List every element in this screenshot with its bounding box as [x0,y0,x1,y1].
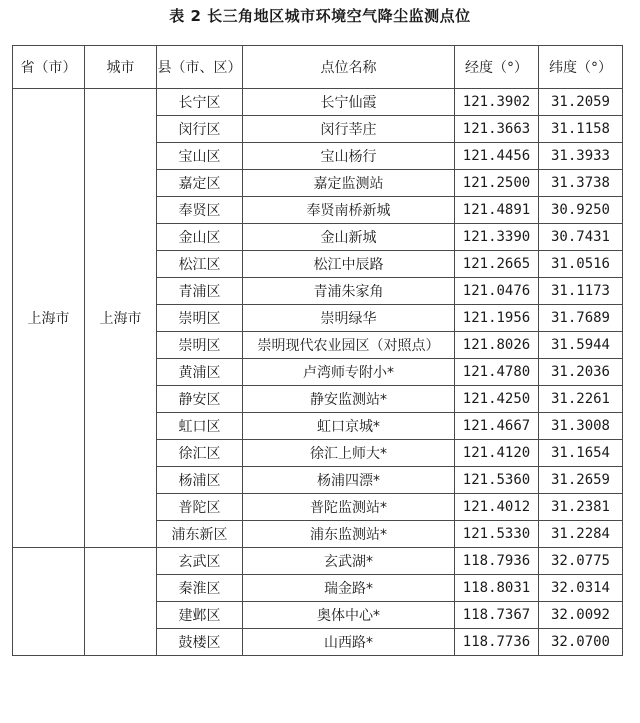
longitude-cell: 121.5330 [455,521,539,548]
county-cell: 秦淮区 [157,575,243,602]
site-name-cell: 卢湾师专附小* [243,359,455,386]
county-cell: 黄浦区 [157,359,243,386]
header-county: 县（市、区） [157,46,243,89]
longitude-cell: 121.4012 [455,494,539,521]
latitude-cell: 32.0314 [539,575,623,602]
city-cell: 上海市 [85,89,157,548]
county-cell: 虹口区 [157,413,243,440]
county-cell: 崇明区 [157,305,243,332]
longitude-cell: 118.7367 [455,602,539,629]
longitude-cell: 121.3663 [455,116,539,143]
longitude-cell: 118.7936 [455,548,539,575]
site-name-cell: 闵行莘庄 [243,116,455,143]
site-name-cell: 虹口京城* [243,413,455,440]
header-row [13,46,623,89]
longitude-cell: 121.4120 [455,440,539,467]
longitude-cell: 121.2665 [455,251,539,278]
county-cell: 长宁区 [157,89,243,116]
table-body [13,89,623,656]
latitude-cell: 31.3738 [539,170,623,197]
table-row [13,548,623,575]
latitude-cell: 31.1173 [539,278,623,305]
latitude-cell: 31.3008 [539,413,623,440]
latitude-cell: 31.2036 [539,359,623,386]
county-cell: 松江区 [157,251,243,278]
latitude-cell: 31.3933 [539,143,623,170]
latitude-cell: 31.1654 [539,440,623,467]
county-cell: 玄武区 [157,548,243,575]
county-cell: 静安区 [157,386,243,413]
province-cell: 上海市 [13,89,85,548]
site-name-cell: 浦东监测站* [243,521,455,548]
latitude-cell: 31.5944 [539,332,623,359]
longitude-cell: 121.3902 [455,89,539,116]
longitude-cell: 121.4250 [455,386,539,413]
header-city: 城市 [85,46,157,89]
site-name-cell: 普陀监测站* [243,494,455,521]
latitude-cell: 31.7689 [539,305,623,332]
county-cell: 宝山区 [157,143,243,170]
longitude-cell: 121.4780 [455,359,539,386]
site-name-cell: 玄武湖* [243,548,455,575]
site-name-cell: 崇明绿华 [243,305,455,332]
site-name-cell: 宝山杨行 [243,143,455,170]
county-cell: 金山区 [157,224,243,251]
header-latitude: 纬度（°） [539,46,623,89]
county-cell: 鼓楼区 [157,629,243,656]
longitude-cell: 118.8031 [455,575,539,602]
longitude-cell: 121.4456 [455,143,539,170]
latitude-cell: 31.2381 [539,494,623,521]
latitude-cell: 30.9250 [539,197,623,224]
longitude-cell: 121.4667 [455,413,539,440]
longitude-cell: 121.3390 [455,224,539,251]
province-cell [13,548,85,656]
site-name-cell: 松江中辰路 [243,251,455,278]
longitude-cell: 118.7736 [455,629,539,656]
latitude-cell: 31.2659 [539,467,623,494]
longitude-cell: 121.0476 [455,278,539,305]
county-cell: 杨浦区 [157,467,243,494]
county-cell: 崇明区 [157,332,243,359]
longitude-cell: 121.5360 [455,467,539,494]
latitude-cell: 32.0775 [539,548,623,575]
county-cell: 青浦区 [157,278,243,305]
monitoring-sites-table [12,45,623,656]
site-name-cell: 山西路* [243,629,455,656]
latitude-cell: 32.0092 [539,602,623,629]
latitude-cell: 31.0516 [539,251,623,278]
county-cell: 嘉定区 [157,170,243,197]
county-cell: 普陀区 [157,494,243,521]
latitude-cell: 31.2284 [539,521,623,548]
site-name-cell: 杨浦四漂* [243,467,455,494]
latitude-cell: 31.1158 [539,116,623,143]
table-title: 表 2 长三角地区城市环境空气降尘监测点位 [169,7,471,25]
longitude-cell: 121.8026 [455,332,539,359]
county-cell: 建邺区 [157,602,243,629]
latitude-cell: 31.2261 [539,386,623,413]
county-cell: 奉贤区 [157,197,243,224]
site-name-cell: 静安监测站* [243,386,455,413]
header-province: 省（市） [13,46,85,89]
county-cell: 闵行区 [157,116,243,143]
site-name-cell: 嘉定监测站 [243,170,455,197]
site-name-cell: 崇明现代农业园区（对照点） [243,332,455,359]
county-cell: 浦东新区 [157,521,243,548]
city-cell [85,548,157,656]
table-row [13,89,623,116]
longitude-cell: 121.1956 [455,305,539,332]
latitude-cell: 30.7431 [539,224,623,251]
latitude-cell: 31.2059 [539,89,623,116]
latitude-cell: 32.0700 [539,629,623,656]
county-cell: 徐汇区 [157,440,243,467]
site-name-cell: 瑞金路* [243,575,455,602]
header-longitude: 经度（°） [455,46,539,89]
site-name-cell: 奥体中心* [243,602,455,629]
site-name-cell: 青浦朱家角 [243,278,455,305]
site-name-cell: 奉贤南桥新城 [243,197,455,224]
site-name-cell: 长宁仙霞 [243,89,455,116]
header-site-name: 点位名称 [243,46,455,89]
longitude-cell: 121.4891 [455,197,539,224]
site-name-cell: 金山新城 [243,224,455,251]
longitude-cell: 121.2500 [455,170,539,197]
site-name-cell: 徐汇上师大* [243,440,455,467]
